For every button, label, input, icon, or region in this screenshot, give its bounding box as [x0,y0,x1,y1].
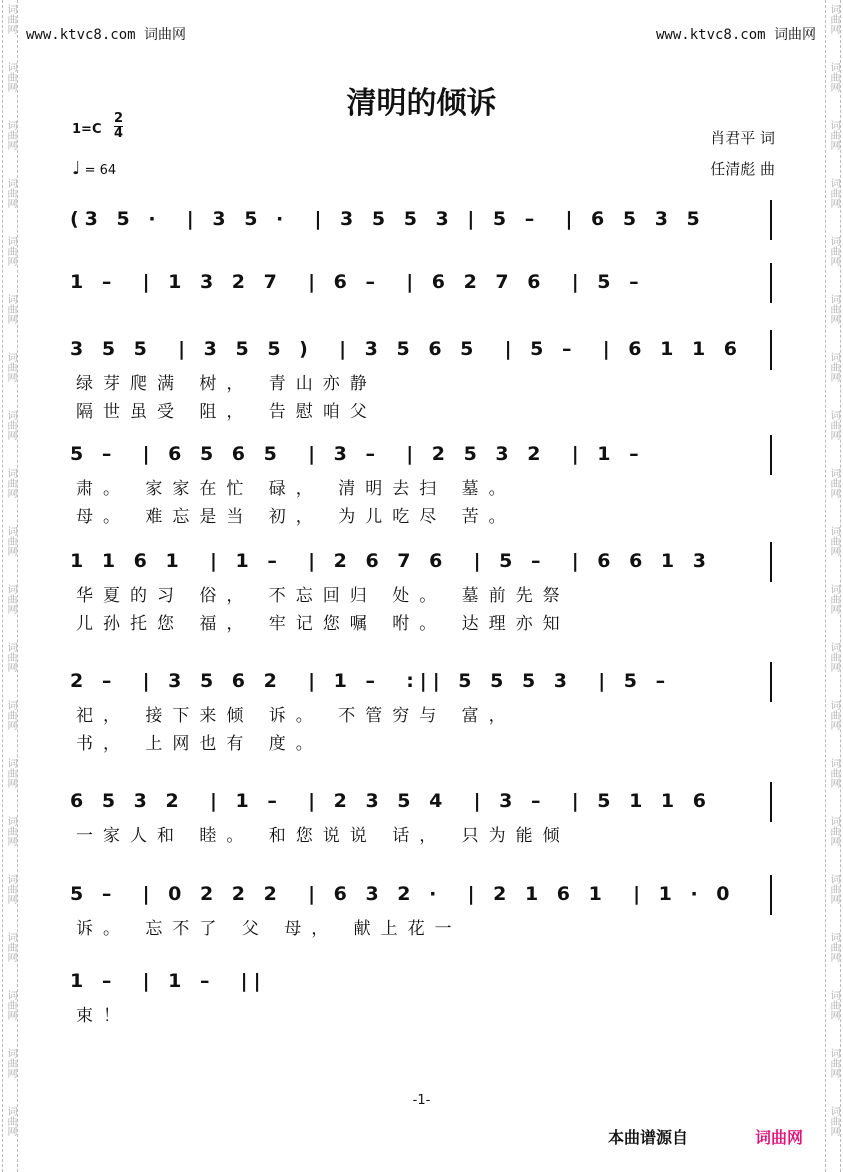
watermark-text: 词曲网 [828,468,839,498]
watermark-text: 词曲网 [828,410,839,440]
score-system [0,263,843,303]
barline [770,875,772,915]
header-url-left[interactable] [26,24,186,44]
lyric-line-1: 绿芽爬满 树， 青山亦静 [76,374,377,394]
lyric-line-2: 儿孙托您 福， 牢记您嘱 咐。 达理亦知 [76,614,570,634]
time-signature [114,112,123,141]
lyric-line-1: 华夏的习 俗， 不忘回归 处。 墓前先祭 [76,586,570,606]
header-site-right: 词曲网 [774,27,817,43]
watermark-text: 词曲网 [5,526,16,556]
note-line: 5 – | 6 5 6 5 | 3 – | 2 5 3 2 | 1 – [70,443,645,465]
note-line: 1 1 6 1 | 1 – | 2 6 7 6 | 5 – | 6 6 1 3 [70,550,712,572]
lyric-line-2: 隔世虽受 阻， 告慰咱父 [76,402,377,422]
watermark-text: 词曲网 [5,468,16,498]
header-url-left-text: www.ktvc8.com [26,27,136,43]
barline [770,435,772,475]
lyricist-credit: 肖君平 词 [710,129,775,147]
note-line: 1 – | 1 – || [70,970,267,992]
watermark-text: 词曲网 [828,758,839,788]
score-system [0,200,843,240]
watermark-text: 词曲网 [5,120,16,150]
watermark-text: 词曲网 [5,700,16,730]
source-label: 本曲谱源自 [608,1128,689,1147]
watermark-text: 词曲网 [5,874,16,904]
barline [770,263,772,303]
watermark-text: 词曲网 [5,294,16,324]
note-line: 1 – | 1 3 2 7 | 6 – | 6 2 7 6 | 5 – [70,271,645,293]
barline [770,782,772,822]
page-number: -1- [412,1093,431,1108]
score-system [0,330,843,422]
watermark-text: 词曲网 [828,236,839,266]
note-line: 6 5 3 2 | 1 – | 2 3 5 4 | 3 – | 5 1 1 6 [70,790,712,812]
watermark-text: 词曲网 [5,236,16,266]
tempo-value: = 64 [84,163,117,178]
watermark-text: 词曲网 [828,526,839,556]
watermark-text: 词曲网 [5,1048,16,1078]
composer-credit: 任清彪 曲 [710,160,775,178]
watermark-text: 词曲网 [828,352,839,382]
lyric-line-1: 肃。 家家在忙 碌， 清明去扫 墓。 [76,479,516,499]
header-url-right-text: www.ktvc8.com [656,27,766,43]
watermark-text: 词曲网 [5,990,16,1020]
watermark-text: 词曲网 [5,642,16,672]
watermark-text: 词曲网 [828,1106,839,1136]
note-line: 2 – | 3 5 6 2 | 1 – :|| 5 5 5 3 | 5 – [70,670,672,692]
watermark-text: 词曲网 [5,1106,16,1136]
watermark-text: 词曲网 [828,294,839,324]
note-line: (3 5 · | 3 5 · | 3 5 5 3 | 5 – | 6 5 3 5 [70,208,706,230]
watermark-text: 词曲网 [5,410,16,440]
watermark-text: 词曲网 [5,932,16,962]
barline [770,662,772,702]
watermark-text: 词曲网 [5,758,16,788]
time-signature-bottom: 4 [114,126,124,141]
score-system [0,875,843,939]
watermark-text: 词曲网 [828,62,839,92]
watermark-text: 词曲网 [5,62,16,92]
note-line: 5 – | 0 2 2 2 | 6 3 2 · | 2 1 6 1 | 1 · 0 [70,883,736,905]
watermark-text: 词曲网 [828,816,839,846]
key-signature: 1=C [72,122,102,137]
watermark-text: 词曲网 [828,700,839,730]
watermark-text: 词曲网 [828,4,839,34]
lyric-line-1: 诉。 忘不了 父 母， 献上花一 [76,919,462,939]
quarter-note-icon: ♩ [72,158,81,179]
time-signature-top: 2 [114,111,124,126]
watermark-text: 词曲网 [828,642,839,672]
source-site[interactable]: 词曲网 [755,1128,804,1147]
watermark-text: 词曲网 [828,178,839,208]
watermark-text: 词曲网 [828,584,839,614]
barline [770,330,772,370]
watermark-text: 词曲网 [828,990,839,1020]
barline [770,542,772,582]
watermark-text: 词曲网 [828,932,839,962]
watermark-text: 词曲网 [5,816,16,846]
watermark-text: 词曲网 [828,874,839,904]
watermark-text: 词曲网 [828,120,839,150]
tempo-marking [72,158,116,179]
lyric-line-1: 一家人和 睦。 和您说说 话， 只为能倾 [76,826,570,846]
watermark-text: 词曲网 [5,4,16,34]
header-url-right[interactable] [656,24,816,44]
header-site-left: 词曲网 [144,27,187,43]
lyric-line-2: 书， 上网也有 度。 [76,734,323,754]
watermark-text: 词曲网 [5,584,16,614]
lyric-line-1: 束！ [76,1006,130,1026]
lyric-line-2: 母。 难忘是当 初， 为儿吃尽 苦。 [76,507,516,527]
song-title: 清明的倾诉 [346,86,497,121]
watermark-text: 词曲网 [5,352,16,382]
note-line: 3 5 5 | 3 5 5 ) | 3 5 6 5 | 5 – | 6 1 1 6 [70,338,743,360]
watermark-text: 词曲网 [5,178,16,208]
lyric-line-1: 祀， 接下来倾 诉。 不管穷与 富， [76,706,516,726]
watermark-text: 词曲网 [828,1048,839,1078]
barline [770,200,772,240]
